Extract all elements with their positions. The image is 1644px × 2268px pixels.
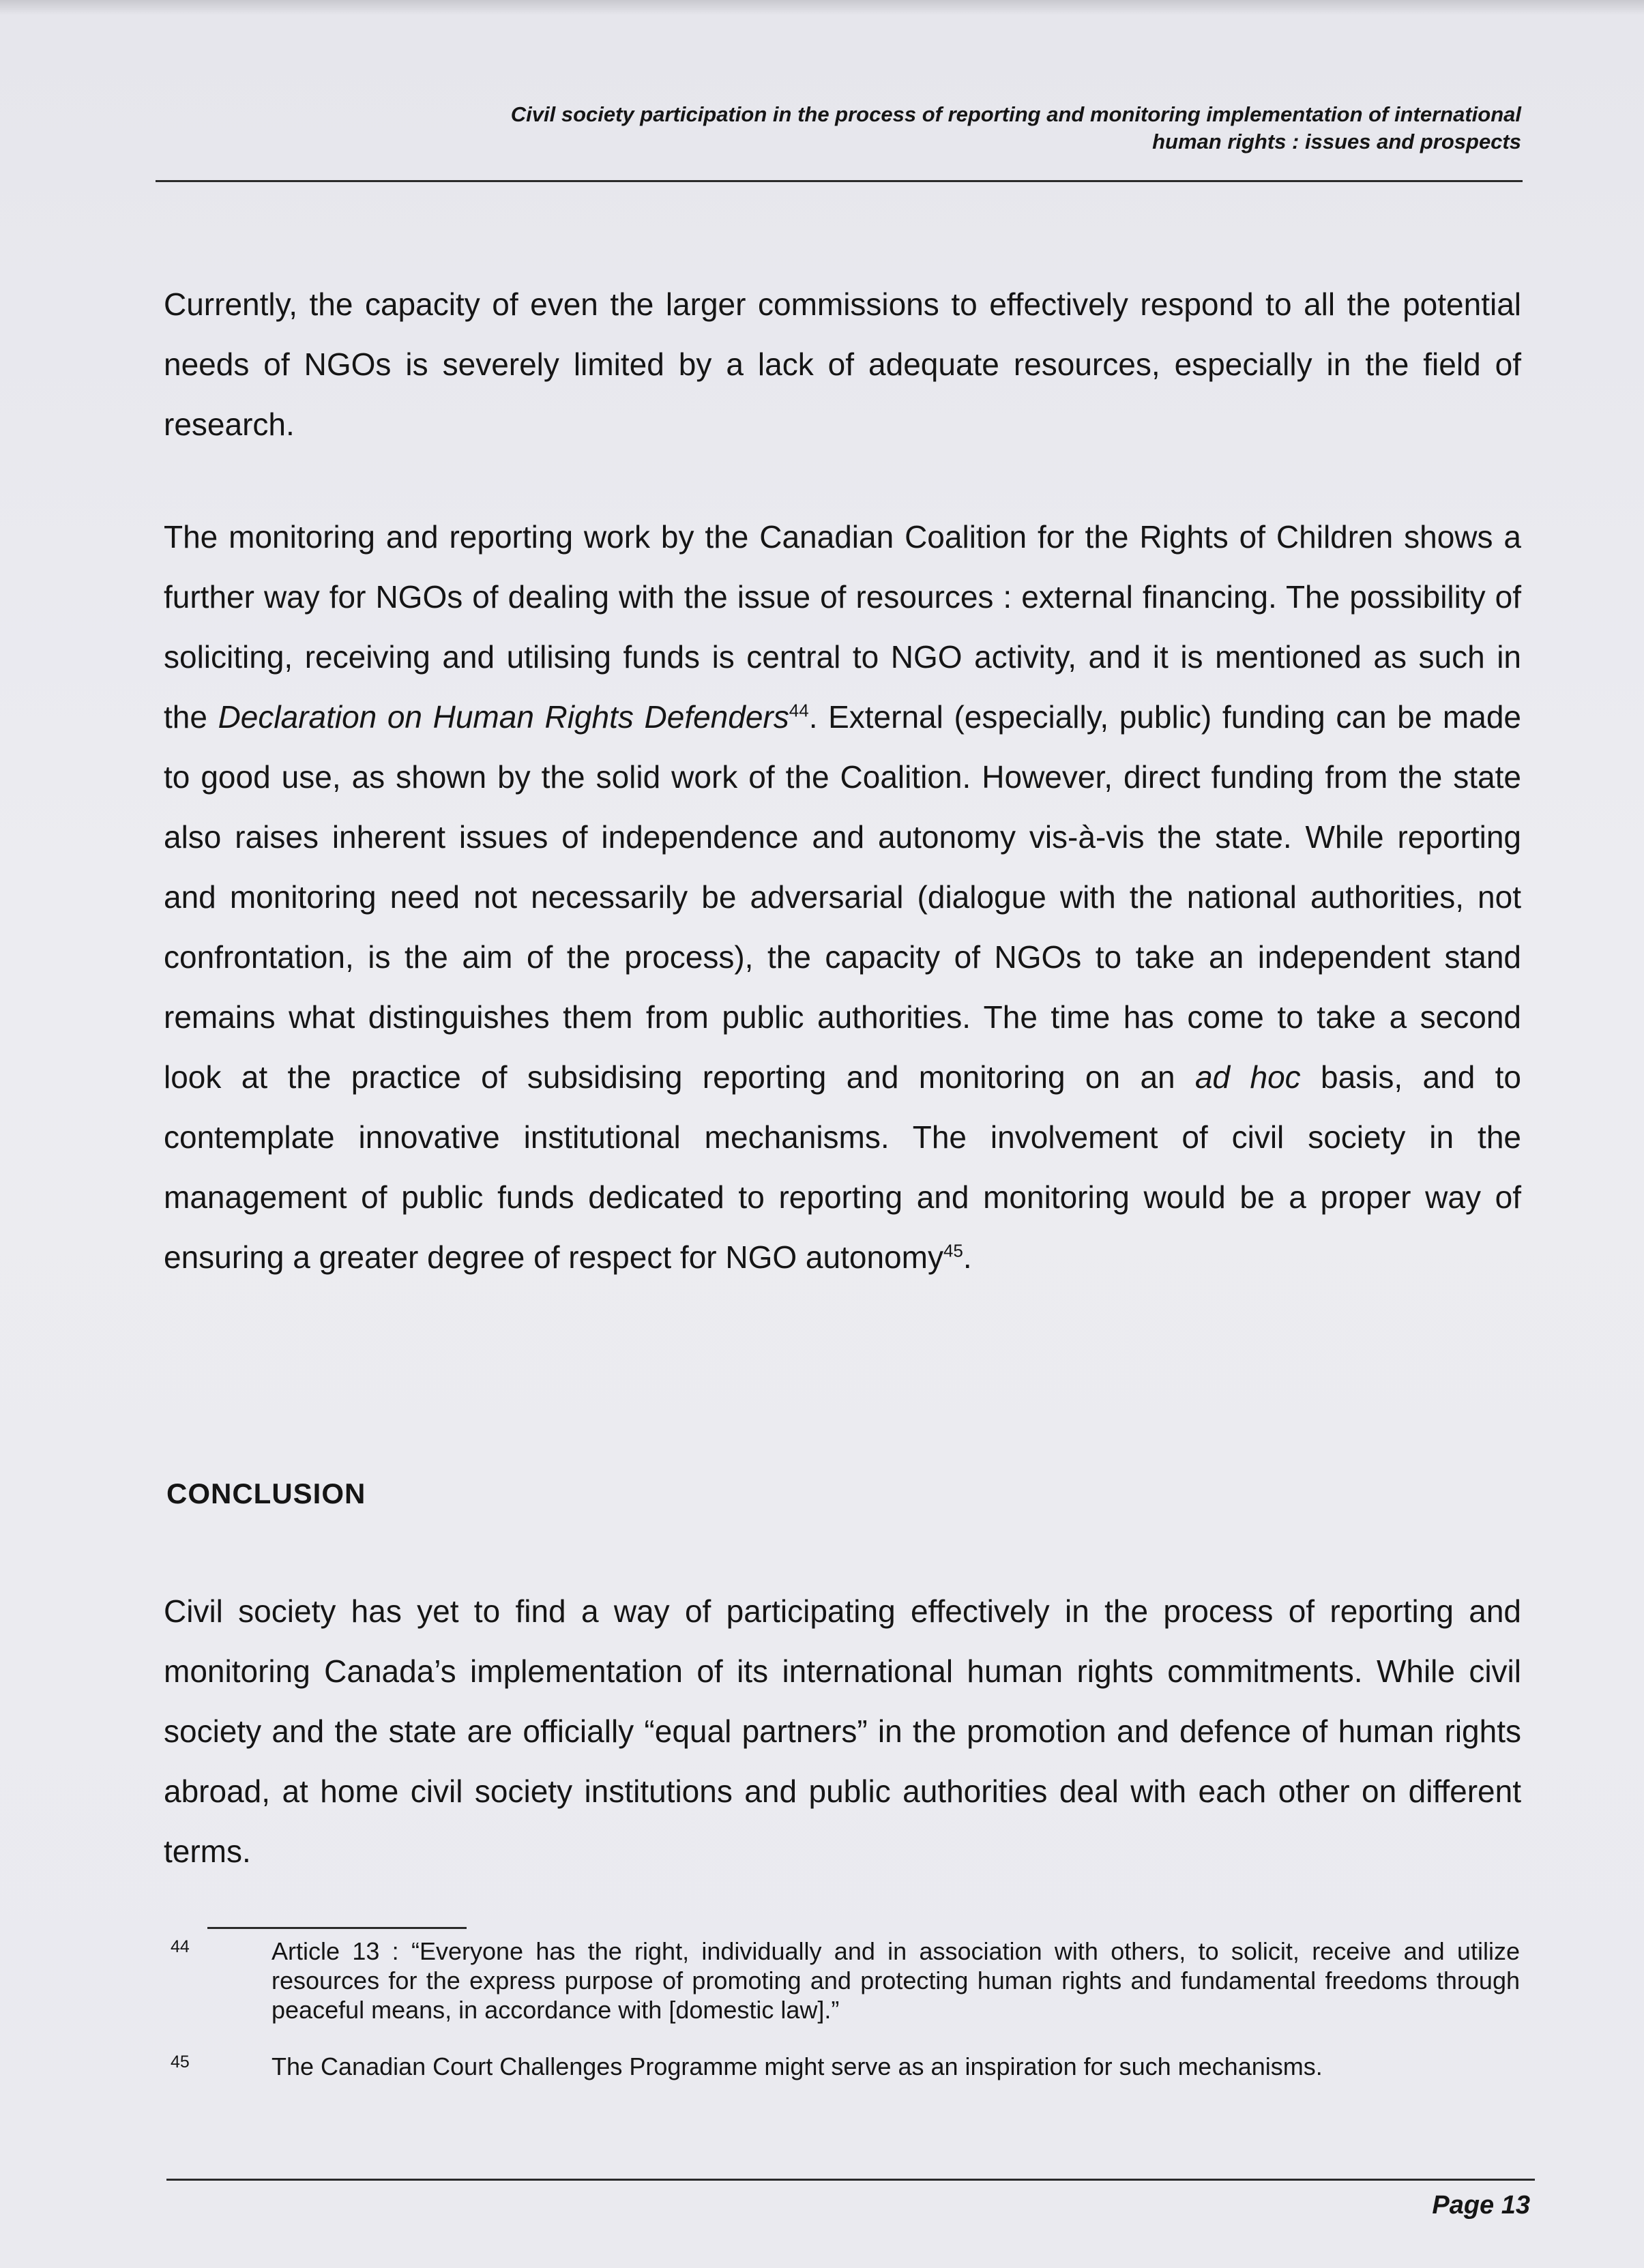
footnote-ref-45[interactable]: 45 [943, 1240, 963, 1261]
footnote-text: Article 13 : “Everyone has the right, individually and in association with others, to solicit, receive and utilize resources for the express purpose of promoting and protecting human rights and fundamental freedoms through peaceful means, in accordance with [domestic law].” [271, 1937, 1520, 2024]
header-rule [156, 180, 1523, 182]
footnote-rule [207, 1927, 467, 1929]
page-number: Page 13 [1432, 2191, 1530, 2220]
body-paragraph-2 [164, 507, 1521, 1287]
paragraph-2-text-h: . [963, 1239, 972, 1275]
running-header-line-1: Civil society participation in the process of reporting and monitoring implementation of international [510, 102, 1521, 126]
footnote-text: The Canadian Court Challenges Programme might serve as an inspiration for such mechanisms. [271, 2052, 1323, 2080]
footer-rule [166, 2179, 1535, 2181]
footnote-number: 44 [171, 1937, 190, 1956]
running-header [164, 101, 1521, 156]
ad-hoc-term: ad hoc [1194, 1059, 1301, 1095]
paragraph-2-text-f: basis, and to contemplate innovative institutional mechanisms. The involvement of civil society in the management of public funds dedicated to reporting and monitoring would be a proper way of ensuring a greater degree of respect for NGO autonomy [164, 1059, 1521, 1275]
conclusion-heading: CONCLUSION [166, 1477, 366, 1509]
body-paragraph-3: Civil society has yet to find a way of participating effectively in the process of reporting and monitoring Canada’s implementation of its international human rights commitments. While civil society and the state are officially “equal partners” in the promotion and defence of human rights abroad, at home civil society institutions and public authorities deal with each other on different terms. [164, 1593, 1521, 1869]
footnote-number: 45 [171, 2052, 190, 2072]
declaration-title: Declaration on Human Rights Defenders [218, 699, 789, 735]
paragraph-2-text-d: . External (especially, public) funding can be made to good use, as shown by the solid work of the Coalition. However, direct funding from the state also raises inherent issues of independence and autonomy vis-à-vis the state. While reporting and monitoring need not necessarily be adversarial (dialogue with the national authorities, not confrontation, is the aim of the process), the capacity of NGOs to take an independent stand remains what distinguishes them from public authorities. The time has come to take a second look at the practice of subsidising reporting and monitoring on an [164, 699, 1521, 1095]
footnote-ref-44[interactable]: 44 [789, 700, 809, 721]
page-top-edge [0, 0, 1644, 15]
running-header-line-2: human rights : issues and prospects [1152, 130, 1521, 153]
paragraph-2-text-a: The monitoring and reporting work by the Canadian Coalition for the Rights of Children shows a further way for NGOs of dealing with the issue of resources : external financing. The possibility of soliciting, receiving and utilising funds is central to NGO activity, and it is mentioned as such in the [164, 519, 1521, 735]
body-paragraph-1: Currently, the capacity of even the larger commissions to effectively respond to all the potential needs of NGOs is severely limited by a lack of adequate resources, especially in the field of research. [164, 286, 1521, 442]
